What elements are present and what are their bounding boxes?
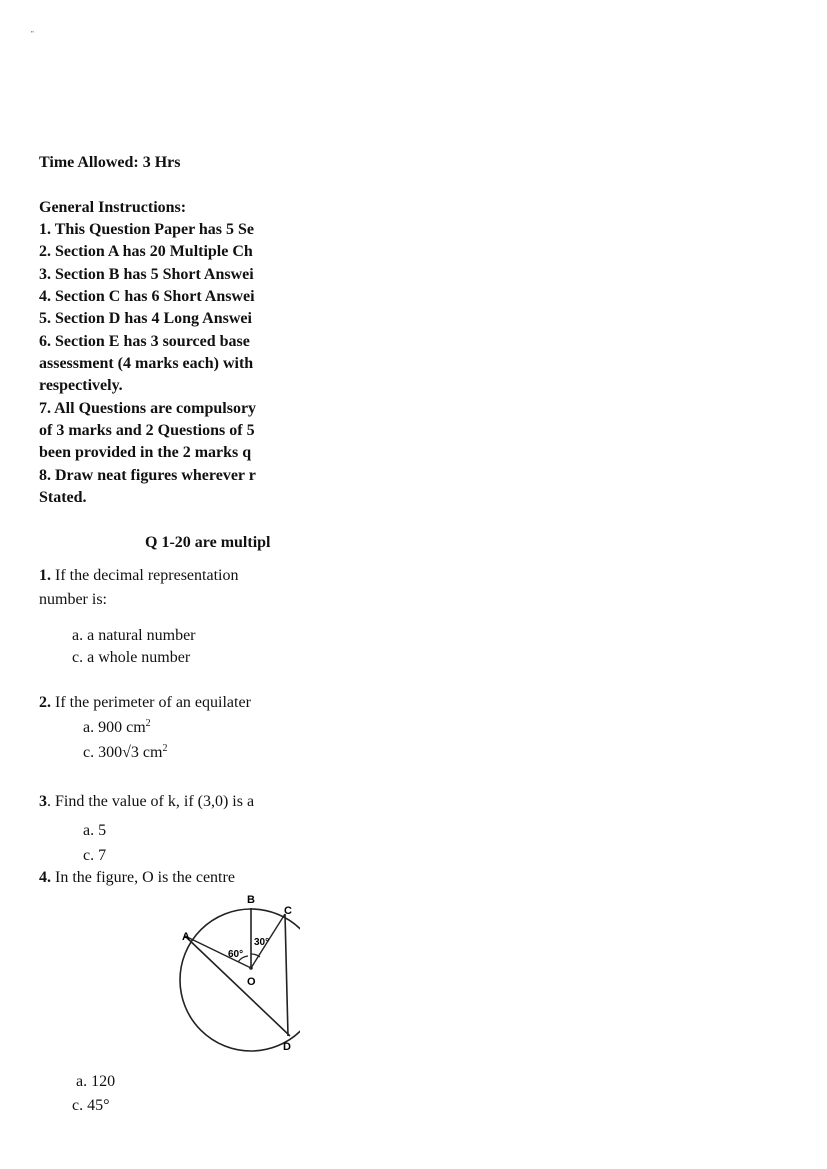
instruction-line: 7. All Questions are compulsory <box>39 400 257 417</box>
superscript: 2 <box>162 743 168 754</box>
option-value: a. 900 cm <box>83 719 146 736</box>
circle-figure <box>168 888 300 1058</box>
question-text: If the perimeter of an equilater <box>55 694 251 711</box>
instruction-line: respectively. <box>39 377 123 394</box>
centre-point <box>249 966 253 970</box>
option-c: c. 45° <box>72 1097 110 1114</box>
question-number: 4. <box>39 869 51 886</box>
page-mark: " <box>31 30 34 38</box>
instruction-line: of 3 marks and 2 Questions of 5 <box>39 422 255 439</box>
question-3 <box>39 792 254 812</box>
option-c <box>83 743 167 763</box>
instruction-line: Stated. <box>39 489 87 506</box>
time-allowed: Time Allowed: 3 Hrs <box>39 154 181 171</box>
chord-cd <box>285 914 288 1036</box>
instruction-line: been provided in the 2 marks q <box>39 444 252 461</box>
angle-label-60: 60° <box>228 949 244 960</box>
label-a: A <box>182 931 190 943</box>
option-value: c. 300√3 cm <box>83 744 163 761</box>
question-number: 3 <box>39 793 47 810</box>
option-a: a. 5 <box>83 822 107 839</box>
label-c: C <box>284 905 292 917</box>
superscript: 2 <box>145 718 151 729</box>
angle-arc-30 <box>251 954 260 957</box>
visible-page-region <box>0 0 300 1169</box>
instruction-line: 1. This Question Paper has 5 Se <box>39 221 255 238</box>
label-b: B <box>247 894 255 906</box>
instruction-line: assessment (4 marks each) with <box>39 355 254 372</box>
instruction-line: 5. Section D has 4 Long Answei <box>39 310 252 327</box>
question-4 <box>39 868 235 888</box>
instructions-heading: General Instructions: <box>39 199 187 216</box>
circle-diagram <box>168 888 300 1058</box>
instruction-line: 3. Section B has 5 Short Answei <box>39 266 254 283</box>
question-1 <box>39 566 238 586</box>
label-o: O <box>247 976 256 988</box>
question-2 <box>39 693 251 713</box>
instruction-line: 2. Section A has 20 Multiple Ch <box>39 243 253 260</box>
section-heading: Q 1-20 are multipl <box>145 534 271 551</box>
instruction-line: 6. Section E has 3 sourced base <box>39 333 250 350</box>
question-text: If the decimal representation <box>55 567 239 584</box>
question-number: 1. <box>39 567 51 584</box>
question-text: In the figure, O is the centre <box>55 869 235 886</box>
option-a: a. 120 <box>76 1073 116 1090</box>
label-d: D <box>283 1041 291 1053</box>
option-c: c. 7 <box>83 847 107 864</box>
question-text-cont: number is: <box>39 591 107 608</box>
option-a: a. a natural number <box>72 627 196 644</box>
question-number: 2. <box>39 694 51 711</box>
angle-label-30: 30° <box>254 937 270 948</box>
option-c: c. a whole number <box>72 649 191 666</box>
circle-outline <box>180 909 300 1051</box>
question-text: . Find the value of k, if (3,0) is a <box>47 793 255 810</box>
option-a <box>83 718 151 738</box>
instruction-line: 8. Draw neat figures wherever r <box>39 467 256 484</box>
instruction-line: 4. Section C has 6 Short Answei <box>39 288 255 305</box>
